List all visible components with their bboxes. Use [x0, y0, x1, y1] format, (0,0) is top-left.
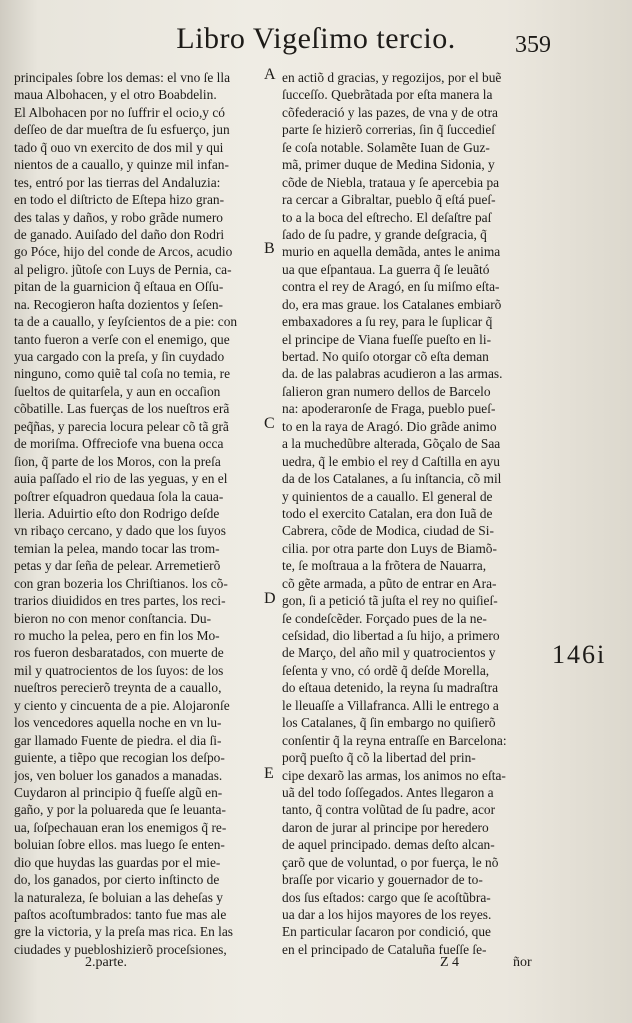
text-line: cilia. por otra parte don Luys de Biamõ-	[282, 540, 497, 556]
text-line: En particular ſacaron por condició, que	[282, 924, 491, 940]
text-line: auia paſſado el rio de las yeguas, y en el	[14, 471, 228, 487]
text-line: ua que eſpantaua. La guerra q̃ ſe leuãtó	[282, 261, 490, 277]
text-line: te, ſe moſtraua a la frõtera de Nauarra,	[282, 558, 487, 574]
text-line: cõ gẽte armada, a pũto de entrar en Ara-	[282, 575, 497, 591]
section-marker-e: E	[264, 765, 274, 782]
text-line: ſado de ſu padre, y grande deſgracia, q̃	[282, 226, 487, 242]
text-line: y ciento y cincuenta de a pie. Alojaronſe	[14, 697, 230, 713]
text-line: go Póce, hijo del conde de Arcos, acudio	[14, 244, 233, 260]
text-line: le lleuaſſe a Villafranca. Alli le entrego a	[282, 697, 499, 713]
text-line: los vencedores aquella noche en vn lu-	[14, 715, 222, 731]
left-text-column	[14, 69, 271, 958]
section-marker-a: A	[264, 66, 276, 83]
text-line: principales ſobre los demas: el vno ſe lla	[14, 70, 231, 85]
text-line: ſe coſa notable. Solamẽte Iuan de Guz-	[282, 139, 490, 155]
text-line: en todo el diſtricto de Eſtepa hizo gran-	[14, 192, 225, 208]
text-line: maua Albohacen, y el otro Boabdelin.	[14, 87, 217, 103]
catchword-signature: Z 4	[440, 955, 460, 970]
text-line: cipe dexarõ las armas, los animos no eſta-	[282, 767, 506, 783]
text-line: daron de jurar al principe por heredero	[282, 819, 489, 835]
text-line: de Março, del año mil y quatrocientos y	[282, 645, 496, 661]
text-line: poſtrer eſquadron quedaua ſola la caua-	[14, 488, 224, 504]
text-line: çarõ que de voluntad, o por fuerça, le nõ	[282, 854, 499, 870]
text-line: de ganado. Auiſado del daño don Rodri	[14, 226, 225, 242]
section-marker-b: B	[264, 240, 275, 257]
text-line: ſion, q̃ parte de los Moros, con la preſa	[14, 453, 221, 469]
text-line: dos ſus eſtados: cargo que ſe acoſtũbra-	[282, 889, 491, 905]
text-line: da. de las palabras acudieron a las armas.	[282, 366, 503, 382]
text-line: ſeſenta y vno, có ordẽ q̃ deſde Morella,	[282, 662, 490, 678]
text-line: ſueltos de quitarſela, y aun en occaſion	[14, 383, 221, 399]
text-line: tanto, q̃ contra volũtad de ſu padre, acor	[282, 802, 496, 818]
signature-mark: 2.parte.	[85, 955, 127, 970]
text-line: da de los Catalanes, a ſu inſtancia, cõ mil	[282, 471, 502, 487]
text-line: de aquel principado. demas deſto alcan-	[282, 837, 495, 853]
text-line: pitan de la guarnicion q̃ eſtaua en Oſſu-	[14, 279, 224, 295]
section-marker-c: C	[264, 415, 275, 432]
text-line: jos, ven boluer los ganados a manadas.	[14, 767, 223, 783]
text-line: des talas y daños, y robo grãde numero	[14, 209, 223, 225]
text-line: do, era mas graue. los Catalanes embiarõ	[282, 296, 502, 312]
text-line: el principe de Viana fueſſe pueſto en li-	[282, 331, 492, 347]
text-line: con gran bozeria los Chriſtianos. los cõ-	[14, 575, 228, 591]
text-line: uedra, q̃ le embio el rey d Caſtilla en ayu	[282, 453, 500, 469]
text-line: peq̃ñas, y parecia locura pelear cõ tã grã	[14, 418, 229, 434]
text-line: ſucceſſo. Quebrãtada por eſta manera la	[282, 87, 493, 103]
text-line: y quinientos de a cauallo. El general de	[282, 488, 493, 504]
text-line: do, los ganados, por cierto inſtincto de	[14, 872, 220, 888]
text-line: de moriſma. Offreciofe vna buena occa	[14, 436, 224, 452]
text-line: uã del todo ſoſſegados. Antes llegaron a	[282, 784, 494, 800]
catchword: ñor	[513, 955, 532, 970]
text-line: Cuydaron al principio q̃ fueſſe algũ en-	[14, 784, 223, 800]
text-line: todo el exercito Catalan, era don Iuã de	[282, 505, 493, 521]
text-line: na. Recogieron haſta dozientos y ſeſen-	[14, 296, 223, 312]
text-line: ninguno, como quiẽ tal coſa no temia, re	[14, 366, 231, 382]
text-line: Cabrera, cõde de Modica, ciudad de Si-	[282, 523, 494, 539]
text-line: guiente, a tiẽpo que recogian los deſpo-	[14, 750, 225, 766]
text-line: ſe condeſcẽder. Forçado pues de la ne-	[282, 610, 487, 626]
text-line: ceſsidad, dio libertad a ſu hijo, a primero	[282, 628, 500, 643]
text-line: la naturaleza, ſe boluian a las deheſas y	[14, 889, 223, 905]
text-line: boluian ſobre ellos. mas luego ſe enten-	[14, 837, 225, 853]
text-line: en actiõ d gracias, y regozijos, por el buẽ	[282, 70, 502, 85]
text-line: temian la pelea, mando tocar las trom-	[14, 540, 220, 556]
text-line: conſentir q̃ la reyna entraſſe en Barcelona:	[282, 732, 507, 748]
text-line: El Albohacen por no ſuffrir el ocio,y có	[14, 104, 225, 120]
text-line: mã, primer duque de Medina Sidonia, y	[282, 157, 495, 173]
text-line: cõfederació y las pazes, de vna y de otra	[282, 104, 499, 120]
text-line: a la muchedũbre alterada, Gõçalo de Saa	[282, 436, 501, 452]
text-line: ros fueron desbaratados, con muerte de	[14, 645, 224, 661]
text-line: tado q̃ ouo vn exercito de dos mil y qui	[14, 139, 224, 155]
text-line: murio en aquella demãda, antes le anima	[282, 244, 501, 260]
running-title: Libro Vigeſimo tercio.	[176, 22, 456, 55]
text-line: gaño, y por la poluareda que ſe leuanta-	[14, 802, 226, 818]
text-line: embaxadores a ſu rey, para le ſuplicar q̃	[282, 314, 493, 330]
text-line: ro mucho la pelea, pero en fin los Mo-	[14, 628, 220, 643]
text-line: yua cargado con la preſa, y ſin cuydado	[14, 349, 225, 364]
text-line: do eſtaua detenido, la reyna ſu madraſtra	[282, 680, 499, 696]
text-line: gar llamado Fuente de piedra. el dia ſi-	[14, 732, 222, 748]
section-marker-d: D	[264, 590, 276, 607]
text-line: paſtos acoſtumbrados: tanto fue mas ale	[14, 907, 227, 922]
text-line: contra el rey de Aragó, en ſu miſmo eſta-	[282, 279, 500, 295]
text-line: gre la victoria, y la preſa mas rica. En las	[14, 924, 233, 940]
text-line: nientos de a cauallo, y quinze mil infan-	[14, 157, 229, 173]
text-line: to en la raya de Aragó. Dio grãde animo	[282, 418, 497, 434]
text-line: parte ſe hizierõ correrias, ſin q̃ ſuccedieſ	[282, 122, 496, 138]
text-line: na: apoderaronſe de Fraga, pueblo pueſ-	[282, 401, 496, 417]
text-line: dio que huydas las guardas por el mie-	[14, 854, 221, 870]
text-line: trarios diuididos en tres partes, los reci-	[14, 593, 226, 609]
text-line: en el principado de Cataluña fueſſe ſe-	[282, 941, 487, 957]
page-number: 359	[515, 32, 551, 58]
text-line: ta de a cauallo, y ſeyſcientos de a pie: con	[14, 314, 238, 330]
text-line: vn ribaço cercano, y dado que los ſuyos	[14, 523, 226, 539]
text-line: mil y quatrocientos de los ſuyos: de los	[14, 662, 224, 678]
text-line: porq̃ pueſto q̃ cõ la libertad del prin-	[282, 750, 476, 766]
text-line: cõbatille. Las fuerças de los nueſtros erã	[14, 401, 230, 417]
text-line: bertad. No quiſo otorgar cõ eſta deman	[282, 349, 489, 364]
text-line: petas y dar ſeña de pelear. Arremetierõ	[14, 558, 221, 574]
text-line: nueſtros perecierõ treynta de a cauallo,	[14, 680, 222, 696]
text-line: gon, ſi a petició tã juſta el rey no quiſieſ-	[282, 593, 498, 609]
text-line: lleria. Aduirtio eſto don Rodrigo deſde	[14, 505, 220, 521]
text-line: tes, entró por las tierras del Andaluzia:	[14, 174, 221, 190]
text-line: ua, ſoſpechauan eran los enemigos q̃ re-	[14, 819, 227, 835]
text-line: deſſeo de dar mueſtra de ſu esfuerço, jun	[14, 122, 230, 138]
margin-year-note: 146i	[552, 640, 607, 669]
text-line: los Catalanes, q̃ ſin embargo no quiſierõ	[282, 715, 496, 731]
text-line: ciudades y puebloshizierõ proceſsiones,	[14, 941, 227, 957]
text-line: ua dar a los hijos mayores de los reyes.	[282, 907, 492, 922]
text-line: cõde de Niebla, trataua y ſe apercebia pa	[282, 174, 500, 190]
text-line: al peligro. jũtoſe con Luys de Pernia, ca-	[14, 261, 232, 277]
text-line: bieron no con menor conſtancia. Du-	[14, 610, 212, 626]
text-line: to a la boca del eſtrecho. El deſaſtre paſ	[282, 209, 492, 225]
right-text-column	[282, 69, 550, 958]
text-line: ſalieron gran numero dellos de Barcelo	[282, 383, 491, 399]
text-line: ra cercar a Gibraltar, pueblo q̃ eſtá pueſ-	[282, 192, 496, 208]
text-line: tanto fueron a verſe con el enemigo, que	[14, 331, 230, 347]
text-line: braſſe por vicario y gouernador de to-	[282, 872, 483, 888]
